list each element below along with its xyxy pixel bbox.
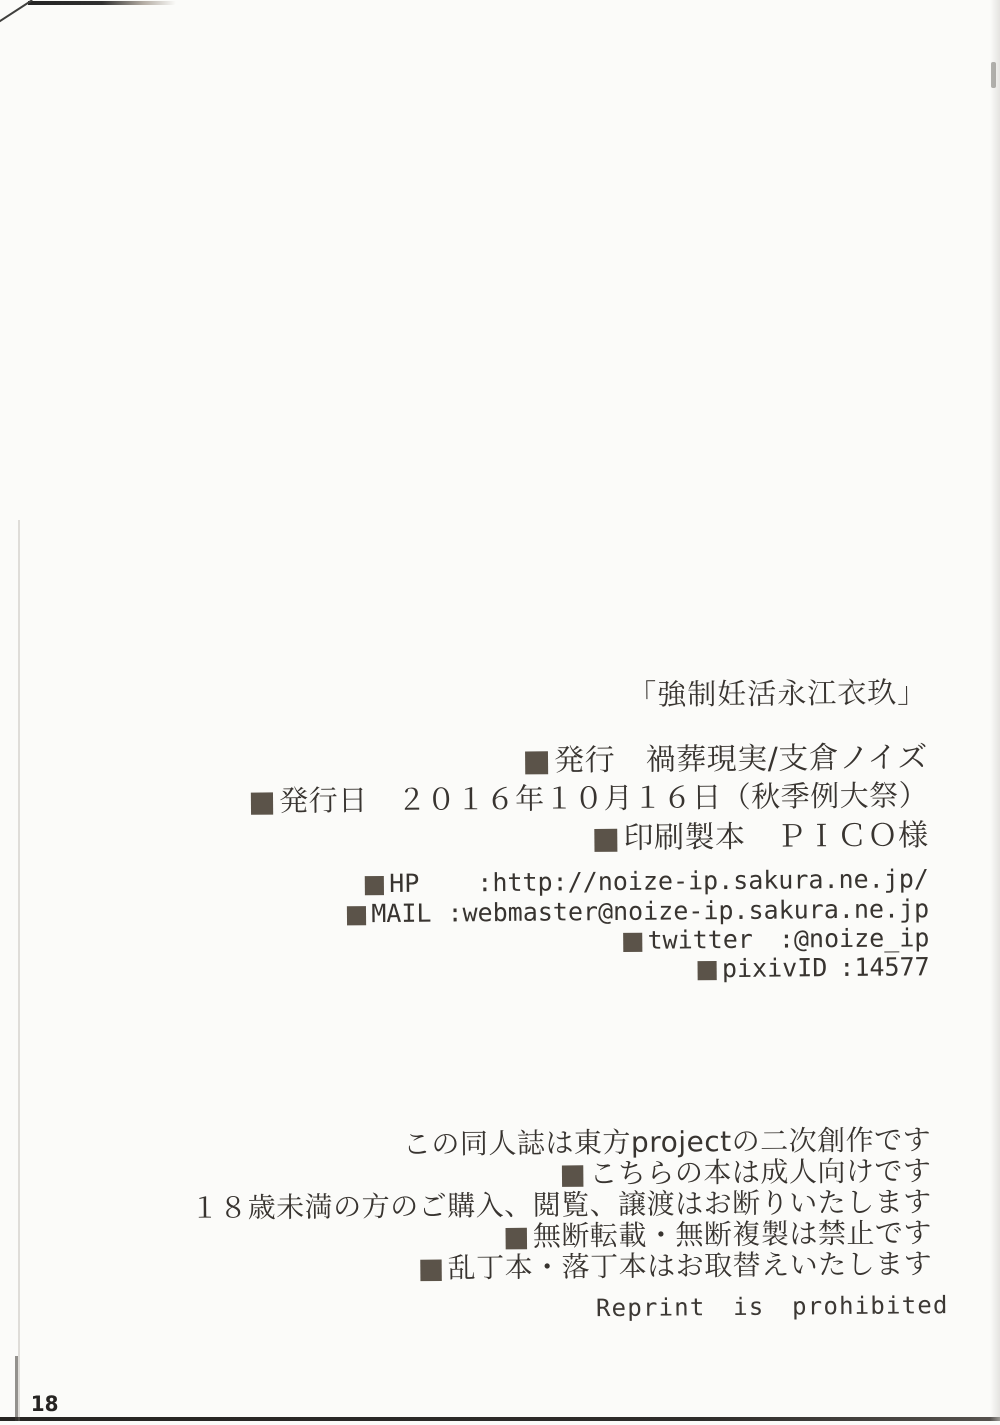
scan-edge-bottom: [0, 1417, 1000, 1421]
square-bullet-icon: ■: [591, 820, 621, 856]
reprint-prohibited-text: Reprint is prohibited: [595, 1290, 949, 1322]
colophon-title-text: 「強制妊活永江衣玖」: [627, 675, 928, 713]
square-bullet-icon: ■: [559, 1157, 587, 1191]
hp-url: :http://noize-ip.sakura.ne.jp/: [477, 864, 929, 897]
square-bullet-icon: ■: [248, 784, 277, 819]
square-bullet-icon: ■: [344, 898, 369, 929]
publish-date-text: 発行日 ２０１６年１０月１６日（秋季例大祭）: [278, 778, 929, 819]
square-bullet-icon: ■: [620, 925, 645, 955]
no-reproduction-text: 無断転載・無断複製は禁止です: [532, 1216, 933, 1253]
publisher-text: 発行 禍葬現実/支倉ノイズ: [554, 739, 928, 779]
twitter-handle: :@noize_ip: [778, 923, 930, 954]
scan-edge-top: [28, 1, 176, 5]
scan-notch-right: [991, 62, 996, 88]
page-number: 18: [30, 1392, 59, 1416]
mail-label: MAIL: [371, 898, 432, 928]
reprint-prohibited-notice: [430, 1264, 949, 1351]
misprint-exchange-text: 乱丁本・落丁本はお取替えいたします: [447, 1247, 933, 1285]
twitter-label: twitter: [647, 924, 753, 955]
square-bullet-icon: ■: [502, 1219, 531, 1254]
square-bullet-icon: ■: [362, 868, 387, 898]
derivative-work-text: この同人誌は東方projectの二次創作です: [402, 1123, 932, 1162]
square-bullet-icon: ■: [695, 953, 720, 984]
square-bullet-icon: ■: [522, 743, 552, 779]
mail-address: :webmaster@noize-ip.sakura.ne.jp: [447, 894, 930, 928]
age-restriction-text: １８歳未満の方のご購入、閲覧、譲渡はお断りいたします: [190, 1185, 932, 1225]
square-bullet-icon: ■: [417, 1251, 445, 1285]
scan-edge-left: [18, 520, 20, 1421]
scan-edge-left-dark: [15, 1356, 18, 1421]
pixiv-line: [605, 924, 930, 1013]
scan-edge-right: [990, 0, 1000, 1421]
printer-text: 印刷製本 ＰＩＣＯ様: [623, 817, 929, 856]
pixiv-id: :14577: [839, 952, 930, 982]
hp-label: HP: [389, 868, 420, 898]
pixiv-label: pixivID: [721, 952, 828, 983]
adult-content-text: こちらの本は成人向けです: [589, 1154, 932, 1191]
